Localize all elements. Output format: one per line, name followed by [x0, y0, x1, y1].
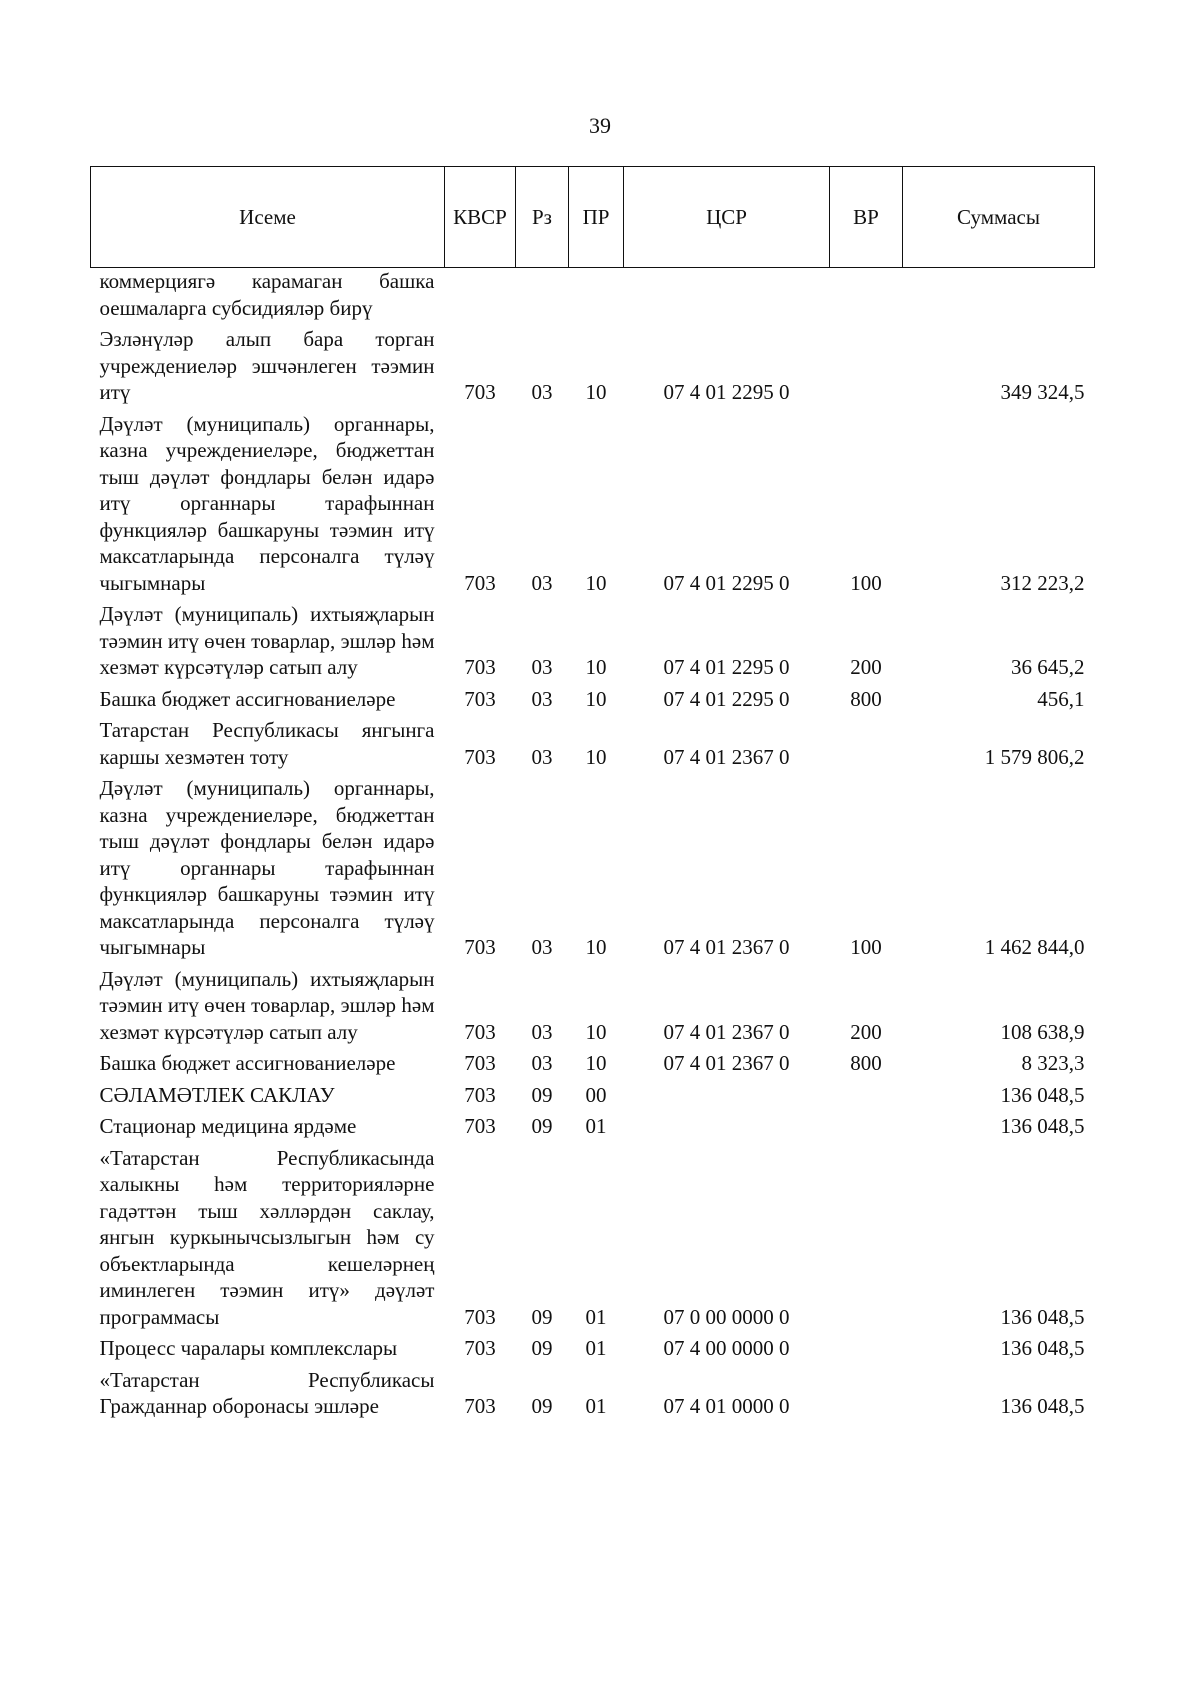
- cell-csr: 07 4 01 2295 0: [663, 570, 790, 595]
- table-row: [91, 715, 1095, 773]
- cell-kvsr: 703: [464, 570, 496, 595]
- cell-name: Дәүләт (муниципаль) органнары, казна учреждениеләре, бюджеттан тыш дәүләт фондлары белән идарә итү органнары тарафыннан функцияләр башкаруны тәэмин итү максатларында персоналга түләү чыгымнары: [99, 776, 435, 959]
- cell-vr: 200: [850, 1019, 882, 1044]
- cell-csr: 07 4 01 0000 0: [663, 1394, 790, 1418]
- page-number: 39: [589, 113, 611, 138]
- cell-name: Татарстан Республикасы янгынга каршы хезмәтен тоту: [99, 718, 435, 769]
- cell-vr: [830, 324, 903, 409]
- table-row: [91, 964, 1095, 1049]
- cell-rz: 09: [531, 1082, 553, 1107]
- cell-vr: 800: [850, 686, 882, 711]
- cell-csr: [624, 1111, 830, 1143]
- cell-pr: 10: [585, 1019, 607, 1044]
- cell-csr: 07 0 00 0000 0: [663, 1304, 790, 1329]
- cell-name: Башка бюджет ассигнованиеләре: [99, 1051, 396, 1075]
- cell-rz: 09: [531, 1394, 553, 1418]
- cell-sum: 36 645,2: [1011, 655, 1085, 679]
- header-csr: ЦСР: [624, 167, 830, 268]
- cell-pr: 00: [585, 1082, 607, 1107]
- cell-pr: 10: [585, 935, 607, 959]
- cell-vr: 800: [850, 1051, 882, 1075]
- cell-pr: [569, 268, 624, 325]
- cell-sum: [903, 268, 1095, 325]
- table-row: [91, 1111, 1095, 1143]
- cell-csr: [624, 1080, 830, 1112]
- cell-rz: 03: [531, 1051, 553, 1075]
- header-kvsr: КВСР: [445, 167, 516, 268]
- cell-sum: 136 048,5: [1000, 1304, 1085, 1329]
- cell-kvsr: 703: [464, 1019, 496, 1044]
- cell-pr: 01: [585, 1394, 607, 1418]
- cell-pr: 10: [585, 655, 607, 679]
- header-name: Исеме: [91, 167, 445, 268]
- cell-csr: 07 4 01 2367 0: [663, 935, 790, 959]
- cell-name: «Татарстан Республикасында халыкны һәм территорияләрне гадәттән тыш хәлләрдән саклау, янгын куркынычсызлыгын һәм су объектларында кешеләрнең иминлеген тәэмин итү» дәүләт программасы: [99, 1145, 435, 1329]
- header-pr: ПР: [569, 167, 624, 268]
- budget-table-container: [90, 166, 1094, 1423]
- cell-sum: 108 638,9: [1000, 1019, 1085, 1044]
- table-row: [91, 268, 1095, 325]
- cell-pr: 10: [585, 686, 607, 711]
- cell-kvsr: 703: [464, 744, 496, 769]
- cell-kvsr: 703: [464, 1394, 496, 1418]
- cell-kvsr: 703: [464, 1304, 496, 1329]
- table-row: [91, 1048, 1095, 1080]
- cell-name: Стационар медицина ярдәме: [99, 1114, 357, 1138]
- table-row: [91, 1333, 1095, 1365]
- cell-vr: [830, 1080, 903, 1112]
- cell-kvsr: 703: [464, 1082, 496, 1107]
- budget-table: [90, 166, 1095, 1423]
- cell-rz: 03: [531, 686, 553, 711]
- cell-vr: [830, 1143, 903, 1334]
- table-row: [91, 1080, 1095, 1112]
- table-row: [91, 1143, 1095, 1334]
- cell-csr: 07 4 01 2295 0: [663, 655, 790, 679]
- cell-rz: 09: [531, 1336, 553, 1360]
- cell-pr: 10: [585, 380, 607, 404]
- cell-sum: 136 048,5: [1000, 1114, 1085, 1138]
- cell-sum: 312 223,2: [1000, 570, 1085, 595]
- cell-sum: 136 048,5: [1000, 1082, 1085, 1107]
- table-header: [91, 167, 1095, 268]
- cell-rz: 03: [531, 935, 553, 959]
- cell-pr: 01: [585, 1304, 607, 1329]
- cell-vr: [830, 715, 903, 773]
- cell-sum: 349 324,5: [1000, 380, 1085, 404]
- cell-rz: 03: [531, 570, 553, 595]
- cell-rz: 03: [531, 380, 553, 404]
- cell-kvsr: 703: [464, 1114, 496, 1138]
- cell-sum: 136 048,5: [1000, 1394, 1085, 1418]
- table-row: [91, 1365, 1095, 1423]
- cell-csr: [624, 268, 830, 325]
- header-sum: Суммасы: [903, 167, 1095, 268]
- cell-sum: 1 462 844,0: [984, 935, 1085, 959]
- table-row: [91, 773, 1095, 964]
- cell-name: СӘЛАМӘТЛЕК САКЛАУ: [99, 1082, 335, 1107]
- cell-csr: 07 4 01 2367 0: [663, 744, 790, 769]
- cell-name: Дәүләт (муниципаль) органнары, казна учреждениеләре, бюджеттан тыш дәүләт фондлары белән идарә итү органнары тарафыннан функцияләр башкаруны тәэмин итү максатларында персоналга түләү чыгымнары: [99, 411, 435, 595]
- cell-sum: 8 323,3: [1021, 1051, 1085, 1075]
- cell-vr: 200: [850, 655, 882, 679]
- cell-kvsr: 703: [464, 1051, 496, 1075]
- cell-pr: 10: [585, 570, 607, 595]
- cell-rz: 03: [531, 1019, 553, 1044]
- cell-pr: 01: [585, 1336, 607, 1360]
- cell-vr: 100: [850, 570, 882, 595]
- cell-csr: 07 4 01 2295 0: [663, 686, 790, 711]
- cell-vr: [830, 268, 903, 325]
- cell-name: коммерциягә карамаган башка оешмаларга субсидияләр бирү: [99, 269, 435, 320]
- cell-rz: 09: [531, 1304, 553, 1329]
- cell-kvsr: 703: [464, 380, 496, 404]
- table-body: [91, 268, 1095, 1423]
- table-row: [91, 409, 1095, 600]
- cell-csr: 07 4 01 2367 0: [663, 1019, 790, 1044]
- cell-vr: 100: [850, 935, 882, 959]
- cell-kvsr: 703: [464, 935, 496, 959]
- header-row: [91, 167, 1095, 268]
- cell-csr: 07 4 01 2367 0: [663, 1051, 790, 1075]
- cell-kvsr: [445, 268, 516, 325]
- cell-rz: 03: [531, 655, 553, 679]
- cell-rz: 03: [531, 744, 553, 769]
- cell-sum: 456,1: [1037, 686, 1085, 711]
- cell-pr: 10: [585, 744, 607, 769]
- cell-kvsr: 703: [464, 655, 496, 679]
- table-row: [91, 599, 1095, 684]
- cell-vr: [830, 1365, 903, 1423]
- cell-sum: 136 048,5: [1000, 1336, 1085, 1360]
- cell-rz: 09: [531, 1114, 553, 1138]
- table-row: [91, 684, 1095, 716]
- cell-kvsr: 703: [464, 686, 496, 711]
- cell-rz: [516, 268, 569, 325]
- cell-csr: 07 4 00 0000 0: [663, 1336, 790, 1360]
- table-row: [91, 324, 1095, 409]
- cell-csr: 07 4 01 2295 0: [663, 380, 790, 404]
- cell-name: «Татарстан Республикасы Гражданнар оборонасы эшләре: [99, 1367, 435, 1418]
- cell-name: Башка бюджет ассигнованиеләре: [99, 686, 396, 711]
- cell-name: Дәүләт (муниципаль) ихтыяҗларын тәэмин итү өчен товарлар, эшләр һәм хезмәт күрсәтүләр сатып алу: [99, 602, 435, 679]
- cell-name: Эзләнүләр алып бара торган учреждениеләр эшчәнлеген тәэмин итү: [99, 327, 435, 404]
- cell-kvsr: 703: [464, 1336, 496, 1360]
- cell-pr: 01: [585, 1114, 607, 1138]
- cell-sum: 1 579 806,2: [984, 744, 1085, 769]
- cell-name: Дәүләт (муниципаль) ихтыяҗларын тәэмин итү өчен товарлар, эшләр һәм хезмәт күрсәтүләр сатып алу: [99, 966, 435, 1044]
- cell-vr: [830, 1333, 903, 1365]
- cell-name: Процесс чаралары комплекслары: [99, 1336, 398, 1360]
- header-vr: ВР: [830, 167, 903, 268]
- cell-pr: 10: [585, 1051, 607, 1075]
- cell-vr: [830, 1111, 903, 1143]
- header-rz: Рз: [516, 167, 569, 268]
